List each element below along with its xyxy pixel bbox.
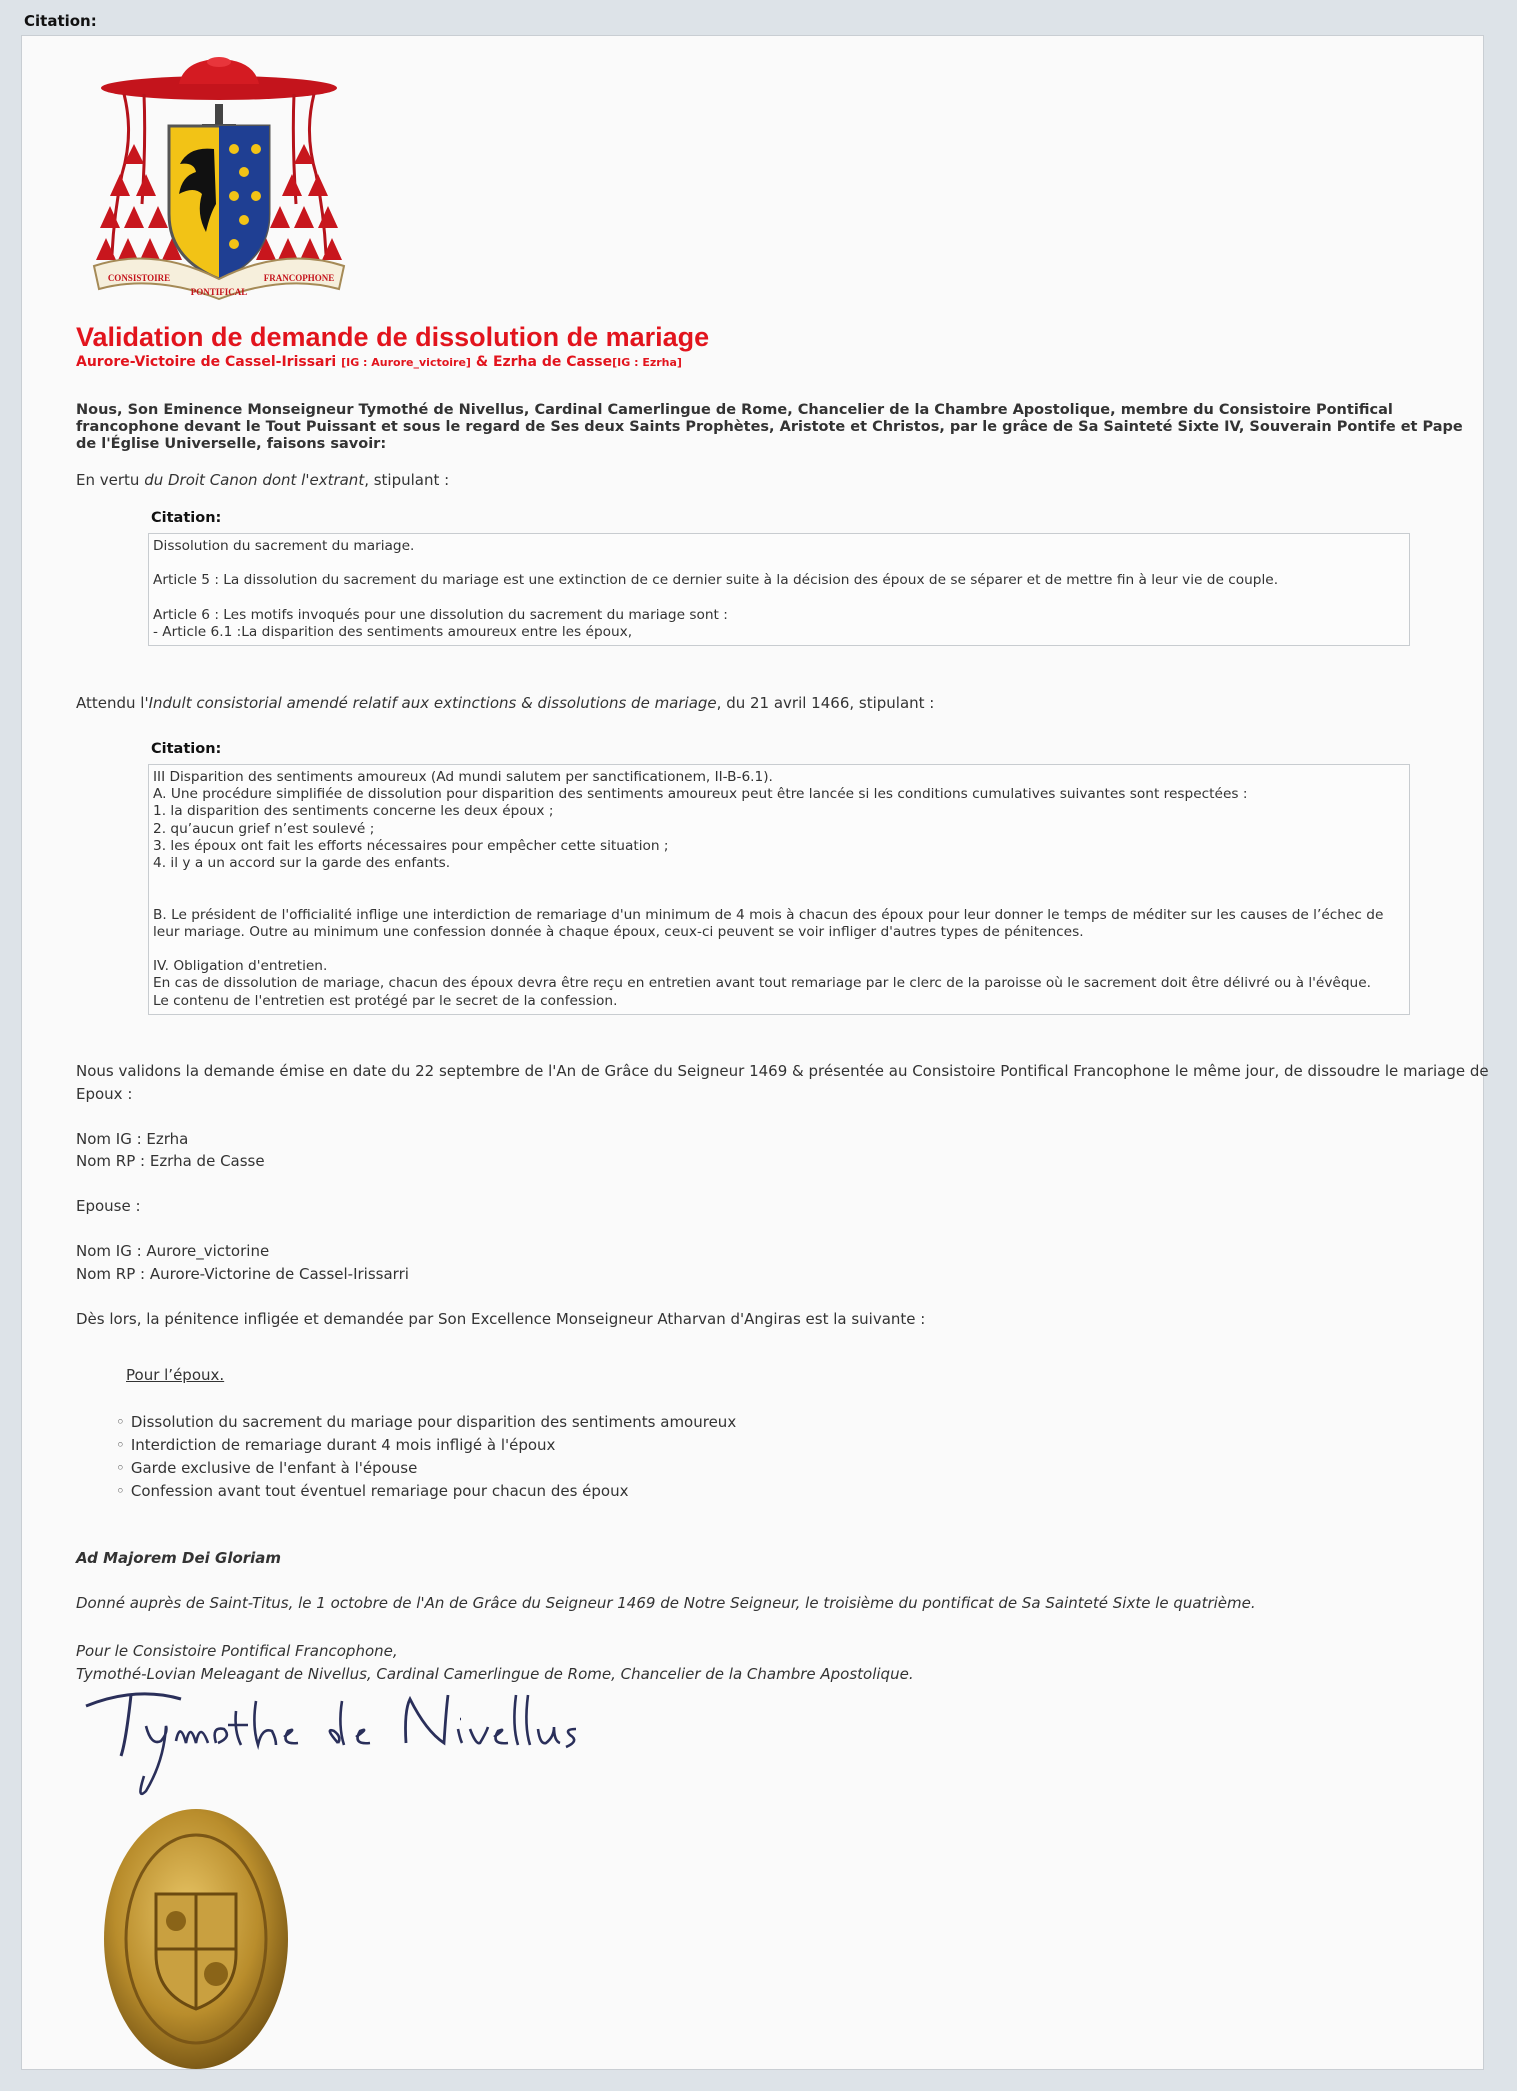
attendu-after: , du 21 avril 1466, stipulant : (716, 694, 935, 712)
body-line: Nom IG : Ezrha (76, 1129, 189, 1148)
body-line: Nom IG : Aurore_victorine (76, 1242, 270, 1260)
quote-2-line: leur mariage. Outre au minimum une confession donnée à chaque époux, ceux-ci peuvent se voir infliger d'autres types de pénitences. (153, 923, 1084, 940)
motto-right: FRANCOPHONE (263, 273, 335, 283)
document-title: Validation de demande de dissolution de mariage (76, 322, 710, 352)
penance-item: ◦ Dissolution du sacrement du mariage pour disparition des sentiments amoureux (116, 1411, 736, 1434)
quote-2-line: 3. les époux ont fait les efforts nécessaires pour empêcher cette situation ; (153, 837, 669, 854)
attendu-line (76, 695, 934, 712)
penance-subtitle: Pour l’époux. (126, 1366, 225, 1384)
vertu-before: En vertu (76, 471, 145, 489)
quote-2-line: Le contenu de l'entretien est protégé par le secret de la confession. (153, 992, 618, 1009)
quote-1-line: Article 6 : Les motifs invoqués pour une dissolution du sacrement du mariage sont : (153, 606, 728, 623)
amdg-line: Ad Majorem Dei Gloriam (76, 1549, 282, 1567)
quote-2-line: IV. Obligation d'entretien. (153, 958, 328, 975)
party-1-ig: [IG : Aurore_victoire] (341, 356, 471, 369)
motto-center: PONTIFICAL (190, 287, 248, 297)
handwritten-signature (76, 1681, 656, 1796)
body-line (76, 1173, 1496, 1196)
validation-body (76, 1060, 1496, 1330)
vertu-after: , stipulant : (364, 471, 450, 489)
quote-2-line (153, 889, 1405, 906)
quote-2-line: 1. la disparition des sentiments concerne les deux époux ; (153, 803, 554, 820)
penance-item: ◦ Garde exclusive de l'enfant à l'épouse (116, 1457, 736, 1480)
quote-2-line (153, 872, 1405, 889)
document-subtitle (76, 354, 682, 370)
citation-label: Citation: (24, 12, 97, 30)
body-line: Nom RP : Aurore-Victorine de Cassel-Irissarri (76, 1264, 409, 1283)
body-line: Nous validons la demande émise en date du 22 septembre de l'An de Grâce du Seigneur 1469 & présentée au Consistoire Pontifical Francophone le même jour, de dissoudre le mariage de (76, 1062, 1489, 1080)
quote-1-line: Article 5 : La dissolution du sacrement du mariage est une extinction de ce dernier suite à la décision des époux de se séparer et de mettre fin à leur vie de couple. (153, 572, 1279, 589)
wax-seal-icon (96, 1804, 296, 2074)
party-2-ig: [IG : Ezrha] (612, 356, 682, 369)
quote-1-box (148, 533, 1410, 646)
quote-1-line (153, 590, 1405, 607)
penance-item: ◦ Confession avant tout éventuel remariage pour chacun des époux (116, 1480, 736, 1503)
quote-2-line: A. Une procédure simplifiée de dissolution pour disparition des sentiments amoureux peut être lancée si les conditions cumulatives suivantes sont respectées : (153, 786, 1248, 803)
intro-paragraph: Nous, Son Eminence Monseigneur Tymothé de Nivellus, Cardinal Camerlingue de Rome, Chancelier de la Chambre Apostolique, membre du Consistoire Pontifical francophone devant le Tout Puissant et sous le regard de Ses deux Saints Prophètes, Aristote et Christos, par le grâce de Sa Sainteté Sixte IV, Souverain Pontife et Pape de l'Église Universelle, faisons savoir: (76, 402, 1463, 452)
signoff-line-2: Tymothé-Lovian Meleagant de Nivellus, Cardinal Camerlingue de Rome, Chancelier de la Chambre Apostolique. (76, 1664, 914, 1683)
given-line: Donné auprès de Saint-Titus, le 1 octobre de l'An de Grâce du Seigneur 1469 de Notre Seigneur, le troisième du pontificat de Sa Sainteté Sixte le quatrième. (76, 1594, 1256, 1612)
vertu-line (76, 472, 449, 489)
body-line (76, 1285, 1496, 1308)
body-line: Epoux : (76, 1084, 133, 1103)
quote-2-label: Citation: (151, 741, 222, 757)
quote-2-line: En cas de dissolution de mariage, chacun des époux devra être reçu en entretien avant tout remariage par le clerc de la paroisse où le sacrement doit être délivré ou à l'évêque. (153, 975, 1371, 992)
coat-of-arms-icon (84, 54, 354, 310)
signoff-block (76, 1640, 914, 1685)
quote-1-line: - Article 6.1 :La disparition des sentiments amoureux entre les époux, (153, 623, 633, 640)
quote-1-line: Dissolution du sacrement du mariage. (153, 538, 415, 554)
party-2-name: Ezrha de Casse (492, 354, 613, 370)
body-line (76, 1218, 1496, 1241)
quote-2-line: 2. qu’aucun grief n’est soulevé ; (153, 820, 375, 837)
quote-1-line (153, 555, 1405, 572)
body-line (76, 1105, 1496, 1128)
motto-left: CONSISTOIRE (107, 273, 171, 283)
quote-2-line: 4. il y a un accord sur la garde des enfants. (153, 855, 451, 872)
quote-1-label: Citation: (151, 510, 222, 526)
body-line: Nom RP : Ezrha de Casse (76, 1152, 265, 1170)
attendu-before: Attendu l' (76, 694, 149, 712)
penance-item: ◦ Interdiction de remariage durant 4 mois infligé à l'époux (116, 1434, 736, 1457)
signoff-line-1: Pour le Consistoire Pontifical Francophone, (76, 1642, 398, 1660)
party-1-name: Aurore-Victoire de Cassel-Irissari (76, 354, 337, 370)
quote-2-box (148, 764, 1410, 1015)
party-ampersand: & (475, 354, 489, 370)
penance-list (116, 1411, 736, 1503)
body-line: Epouse : (76, 1197, 141, 1215)
attendu-italic: Indult consistorial amendé relatif aux extinctions & dissolutions de mariage (148, 694, 717, 712)
vertu-italic: du Droit Canon dont l'extrant (144, 471, 365, 489)
body-line: Dès lors, la pénitence infligée et demandée par Son Excellence Monseigneur Atharvan d'Angiras est la suivante : (76, 1309, 926, 1328)
citation-document (21, 35, 1489, 2070)
quote-2-line: B. Le président de l'officialité inflige une interdiction de remariage d'un minimum de 4 mois à chacun des époux pour leur donner le temps de méditer sur les causes de l’échec de (153, 906, 1384, 923)
quote-2-line (153, 941, 1405, 958)
quote-2-line: III Disparition des sentiments amoureux (Ad mundi salutem per sanctificationem, II-B-6.1). (153, 769, 773, 785)
